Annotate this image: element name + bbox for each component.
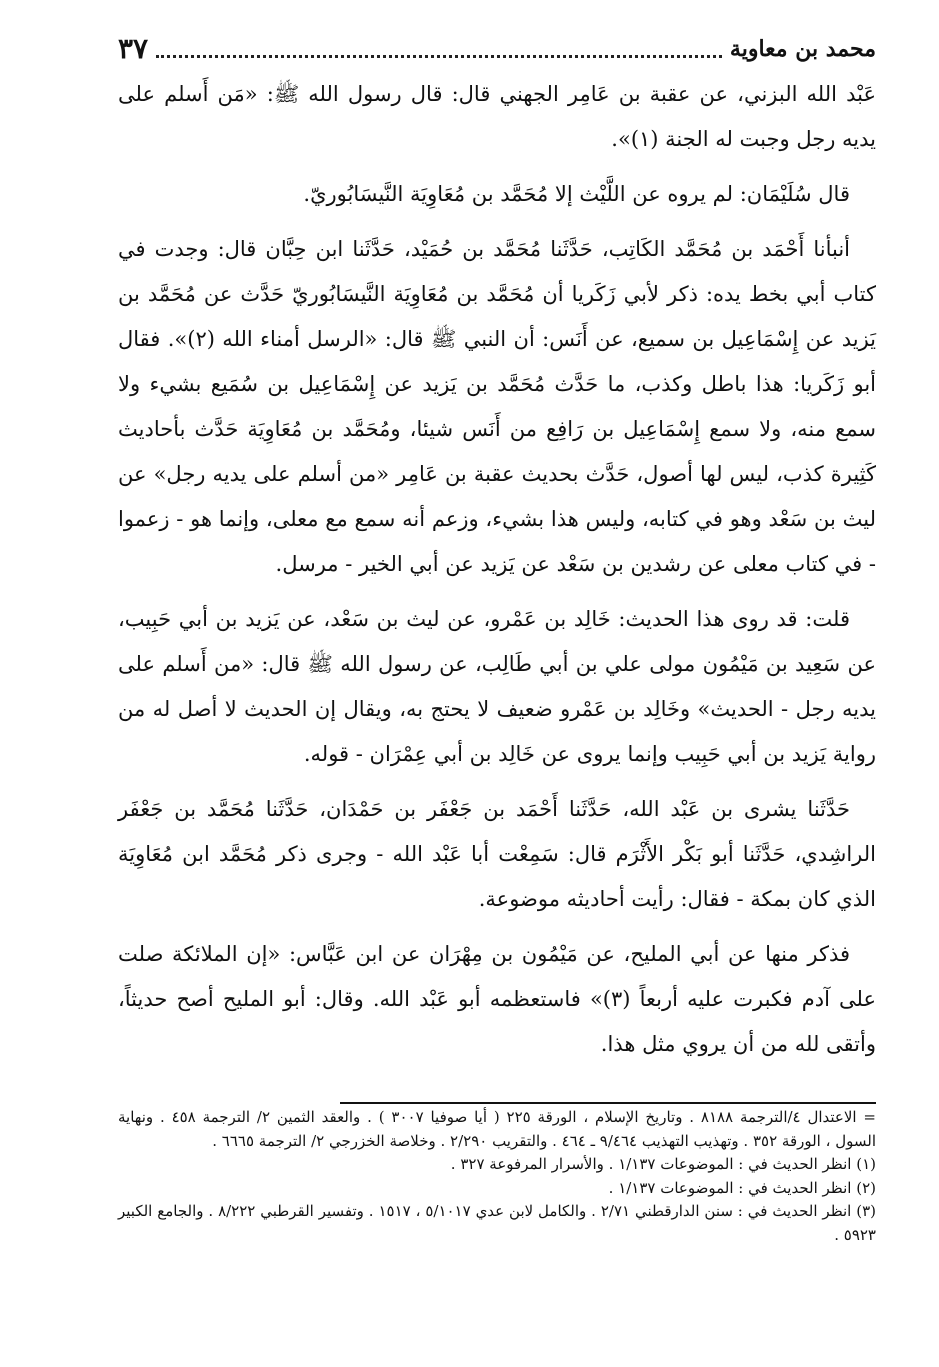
paragraph: حَدَّثَنا يشرى بن عَبْد الله، حَدَّثَنا أَحْمَد بن جَعْفَر بن حَمْدَان، حَدَّثَنا مُحَمَّد بن جَعْفَر الراشِدي، حَدَّثَنا أبو بَكْر الأَثْرَم قال: سَمِعْت أبا عَبْد الله - وجرى ذكر مُحَمَّد ابن مُعَاوِيَة الذي كان بمكة - فقال: رأيت أحاديثه موضوعة. — [118, 797, 876, 911]
footnote-continuation: = الاعتدال ٤/الترجمة ٨١٨٨ . وتاريخ الإسلام ، الورقة ٢٢٥ ( أيا صوفيا ٣٠٠٧ ) . والعقد الثمين ٢/ الترجمة ٤٥٨ . ونهاية السول ، الورقة ٣٥٢ . وتهذيب التهذيب ٩/٤٦٤ ـ ٤٦٤ . والتقريب ٢/٢٩٠ . وخلاصة الخزرجي ٢/ الترجمة ٦٦٦٥ . — [118, 1108, 876, 1150]
footnote-divider — [340, 1102, 876, 1104]
paragraph: عَبْد الله البزني، عن عقبة بن عَامِر الجهني قال: قال رسول الله ﷺ: «مَن أَسلم على يديه رجل وجبت له الجنة (١)». — [118, 82, 876, 151]
page-header — [118, 30, 876, 64]
footnote-3: (٣) انظر الحديث في : سنن الدارقطني ٢/٧١ . والكامل لابن عدي ٥/١٠١٧ ، ١٥١٧ . وتفسير القرطبي ٨/٢٢٢ . والجامع الكبير ٥٩٢٣ . — [118, 1202, 877, 1244]
header-dotted-leader — [156, 55, 722, 58]
running-title: محمد بن معاوية — [729, 36, 876, 62]
paragraph: قال سُلَيْمَان: لم يروه عن اللَّيْث إلا مُحَمَّد بن مُعَاوِيَة النَّيسَابُوريّ. — [303, 182, 850, 206]
footnotes — [118, 1106, 876, 1247]
paragraph: قلت: قد روى هذا الحديث: خَالِد بن عَمْرو، عن ليث بن سَعْد، عن يَزيد بن أبي حَبِيب، عن سَعِيد بن مَيْمُون مولى علي بن أبي طَالِب، عن رسول الله ﷺ قال: «من أَسلم على يديه رجل - الحديث» وخَالِد بن عَمْرو ضعيف لا يحتج به، ويقال إن الحديث لا أصل له من رواية يَزيد بن أبي حَبِيب وإنما يروى عن خَالِد بن أبي عِمْرَان - قوله. — [118, 607, 876, 766]
paragraph: أنبأنا أَحْمَد بن مُحَمَّد الكَاتِب، حَدَّثَنا مُحَمَّد بن حُمَيْد، حَدَّثَنا ابن حِبَّان قال: وجدت في كتاب أبي بخط يده: ذكر لأبي زَكَريا أن مُحَمَّد بن مُعَاوِيَة النَّيسَابُوريّ حَدَّث عن مُحَمَّد بن يَزيد عن إِسْمَاعِيل بن سميع، عن أَنَس: أن النبي ﷺ قال: «الرسل أمناء الله (٢)». فقال أبو زَكَريا: هذا باطل وكذب، ما حَدَّث مُحَمَّد بن يَزيد عن إِسْمَاعِيل بن سُمَيع بشيء ولا سمع منه، ولا سمع إِسْمَاعِيل بن رَافِع من أَنَس شيئا، ومُحَمَّد بن مُعَاوِيَة حَدَّث بأحاديث كَثِيرة كذب، ليس لها أصول، حَدَّث بحديث عقبة بن عَامِر «من أسلم على يديه رجل» عن ليث بن سَعْد وهو في كتابه، وليس هذا بشيء، وزعم أنه سمع مع معلى، وإنما هو - زعموا - في كتاب معلى عن رشدين بن سَعْد عن يَزيد عن أبي الخير - مرسل. — [118, 237, 876, 576]
footnote-1: (١) انظر الحديث في : الموضوعات ١/١٣٧ . والأسرار المرفوعة ٣٢٧ . — [450, 1155, 876, 1173]
page-number: ٣٧ — [118, 32, 149, 65]
main-text — [118, 72, 876, 1077]
footnote-2: (٢) انظر الحديث في : الموضوعات ١/١٣٧ . — [608, 1178, 876, 1197]
paragraph: فذكر منها عن أبي المليح، عن مَيْمُون بن مِهْرَان عن ابن عَبَّاس: «إن الملائكة صلت على آدم فكبرت عليه أربعاً (٣)» فاستعظمه أبو عَبْد الله. وقال: أبو المليح أصح حديثاً، وأتقى لله من أن يروي مثل هذا. — [118, 942, 877, 1056]
